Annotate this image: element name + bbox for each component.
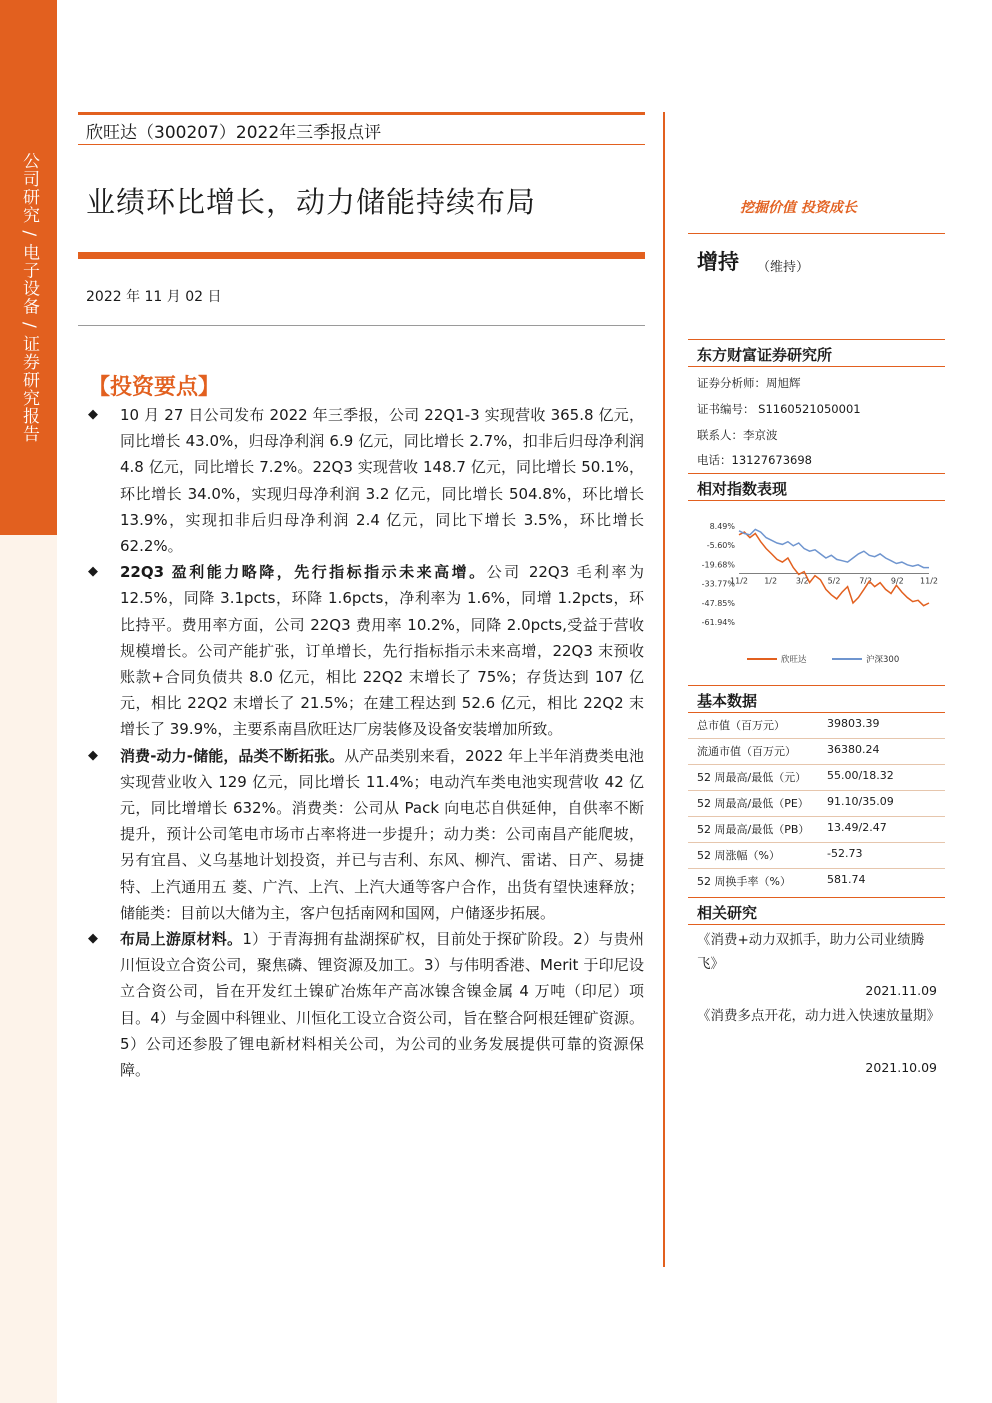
sidebar-category-label: 公司研究 / 电子设备 / 证券研究报告 (19, 152, 39, 444)
basic-rule-bottom (688, 712, 945, 713)
bullet-lead: 消费-动力-储能，品类不断拓张。 (120, 746, 345, 765)
y-tick-label: -47.85% (701, 598, 735, 608)
legend-label: 欣旺达 (781, 655, 807, 665)
rating: 增持 (697, 250, 739, 274)
chart-svg (697, 514, 944, 674)
bullet-item (88, 743, 644, 926)
basic-key: 52 周最高/最低（PE） (697, 797, 809, 810)
basic-value: 581.74 (827, 873, 866, 886)
chart-title: 相对指数表现 (697, 480, 788, 498)
chart-rule (688, 473, 945, 474)
basic-key: 流通市值（百万元） (697, 745, 796, 758)
headline: 业绩环比增长，动力储能持续布局 (86, 185, 537, 219)
y-tick-label: -33.77% (701, 579, 735, 589)
row-divider (688, 790, 945, 791)
row-divider (688, 816, 945, 817)
basic-value: 13.49/2.47 (827, 821, 887, 834)
x-tick-label: 11/2 (920, 576, 938, 586)
x-tick-label: 1/2 (764, 576, 778, 586)
basic-row (697, 873, 944, 890)
basic-row (697, 821, 944, 838)
basic-row (697, 743, 944, 760)
row-divider (688, 764, 945, 765)
series-line-index (739, 529, 929, 567)
institute-rule-bottom (688, 366, 945, 367)
basic-data-title: 基本数据 (697, 692, 758, 710)
x-tick-label: 11/2 (730, 576, 748, 586)
diamond-icon: ◆ (88, 931, 98, 947)
row-divider (688, 842, 945, 843)
basic-key: 52 周最高/最低（元） (697, 771, 807, 784)
y-tick-label: -19.68% (701, 560, 735, 570)
diamond-icon: ◆ (88, 407, 98, 422)
bullet-lead: 22Q3 盈利能力略降，先行指标指示未来高增。 (120, 563, 487, 582)
relative-index-chart (697, 514, 944, 674)
x-tick-label: 9/2 (890, 576, 904, 586)
slogan: 挖掘价值 投资成长 (740, 200, 857, 216)
bullet-text: 10 月 27 日公司发布 2022 年三季报，公司 22Q1-3 实现营收 365.8 亿元，同比增长 43.0%，归母净利润 6.9 亿元，同比增长 2.7%，扣非后归母净利润 4.8 亿元，同比增长 7.2%。22Q3 实现营收 148.7 亿元，同比增长 50.1%，环比增长 34.0%，实现归母净利润 3.2 亿元，同比增长 504.8%，环比增长 13.9%，实现扣非后归母净利润 2.4 亿元，同比下增长 3.5%，环比增长 62.2%。 (120, 406, 644, 556)
related-rule-bottom (688, 924, 945, 925)
headline-bar (78, 252, 645, 259)
basic-value: 39803.39 (827, 717, 880, 730)
basic-key: 52 周涨幅（%） (697, 849, 780, 862)
basic-key: 总市值（百万元） (697, 719, 785, 732)
row-divider (688, 738, 945, 739)
diamond-icon: ◆ (88, 564, 98, 580)
related-rule (688, 897, 945, 898)
x-tick-label: 7/2 (859, 576, 873, 586)
bullet-text: 公司 22Q3 毛利率为 12.5%，同降 3.1pcts，环降 1.6pcts，净利率为 1.6%，同增 1.2pcts，环比持平。费用率方面，公司 22Q3 费用率 10.2%，同降 2.0pcts,受益于营收规模增长。公司产能扩张，订单增长，先行指标指示未来高增，22Q3 末预收账款+合同负债共 8.0 亿元，相比 22Q2 末增长了 75%；存货达到 107 亿元，相比 22Q2 末增长了 21.5%；在建工程达到 52.6 亿元，相比 22Q2 末增长了 39.9%，主要系南昌欣旺达厂房装修及设备安装增加所致。 (120, 563, 644, 739)
related-report-link[interactable]: 《消费多点开花，动力进入快速放量期》 (697, 1008, 940, 1024)
basic-value: 91.10/35.09 (827, 795, 894, 808)
date-rule (78, 325, 645, 326)
analyst: 证券分析师：周旭辉 (697, 376, 801, 390)
bullet-lead: 布局上游原材料。 (120, 930, 243, 949)
bullet-text: 1）于青海拥有盐湖探矿权，目前处于探矿阶段。2）与贵州川恒设立合资公司，聚焦磷、锂资源及加工。3）与伟明香港、Merit 于印尼设立合资公司，旨在开发红土镍矿冶炼年产高冰镍含镍金属 4 万吨（印尼）项目。4）与金圆中科锂业、川恒化工设立合资公司，旨在整合阿根廷锂矿资源。5）公司还参股了锂电新材料相关公司，为公司的业务发展提供可靠的资源保障。 (120, 930, 644, 1080)
bullet-text: 从产品类别来看，2022 年上半年消费类电池实现营业收入 129 亿元，同比增长 11.4%；电动汽车类电池实现营收 42 亿元，同比增增长 632%。消费类：公司从 Pack 向电芯自供延伸，自供率不断提升，预计公司笔电市场市占率将进一步提升；动力类：公司南昌产能爬坡，另有宜昌、义乌基地计划投资，并已与吉利、东风、柳汽、雷诺、日产、易捷特、上汽通用五 菱、广汽、上汽、上汽大通等客户合作，出货有望快速释放；储能类：目前以大储为主，客户包括南网和国网，户储逐步拓展。 (120, 746, 644, 922)
y-tick-label: -61.94% (701, 618, 735, 627)
bullet-item (88, 926, 644, 1083)
institute-name: 东方财富证券研究所 (697, 346, 833, 364)
related-research-title: 相关研究 (697, 904, 758, 922)
report-date: 2022 年 11 月 02 日 (86, 289, 222, 305)
x-tick-label: 5/2 (827, 576, 841, 586)
related-report-date: 2021.11.09 (865, 983, 937, 998)
diamond-icon: ◆ (88, 747, 98, 763)
basic-value: -52.73 (827, 847, 863, 860)
basic-row (697, 717, 944, 734)
cert-number: 证书编号： S1160521050001 (697, 402, 861, 416)
slogan-rule (688, 233, 945, 234)
legend-label: 沪深300 (866, 655, 900, 665)
y-tick-label: 8.49% (709, 522, 735, 531)
column-divider (663, 112, 665, 1267)
bullet-item (88, 402, 644, 559)
y-tick-label: -5.60% (706, 541, 735, 551)
basic-key: 52 周换手率（%） (697, 875, 791, 888)
basic-row (697, 769, 944, 786)
section-title: 【投资要点】 (88, 375, 221, 400)
bullet-item (88, 559, 644, 742)
series-line-stock (739, 532, 929, 606)
row-divider (688, 868, 945, 869)
contact: 联系人：李京波 (697, 428, 778, 442)
basic-rule (688, 685, 945, 686)
basic-value: 55.00/18.32 (827, 769, 894, 782)
title-rule (78, 144, 645, 145)
related-report-date: 2021.10.09 (865, 1060, 937, 1075)
rating-note: （维持） (757, 260, 810, 275)
report-title: 欣旺达（300207）2022年三季报点评 (86, 123, 382, 143)
basic-row (697, 795, 944, 812)
related-report-link[interactable]: 《消费+动力双抓手，助力公司业绩腾飞》 (697, 932, 925, 972)
basic-value: 36380.24 (827, 743, 880, 756)
institute-rule (688, 339, 945, 340)
chart-rule-bottom (688, 500, 945, 501)
basic-key: 52 周最高/最低（PB） (697, 823, 810, 836)
investment-points (88, 402, 644, 1083)
x-tick-label: 3/2 (795, 576, 809, 586)
top-rule (78, 112, 645, 115)
basic-row (697, 847, 944, 864)
phone: 电话：13127673698 (697, 453, 812, 467)
